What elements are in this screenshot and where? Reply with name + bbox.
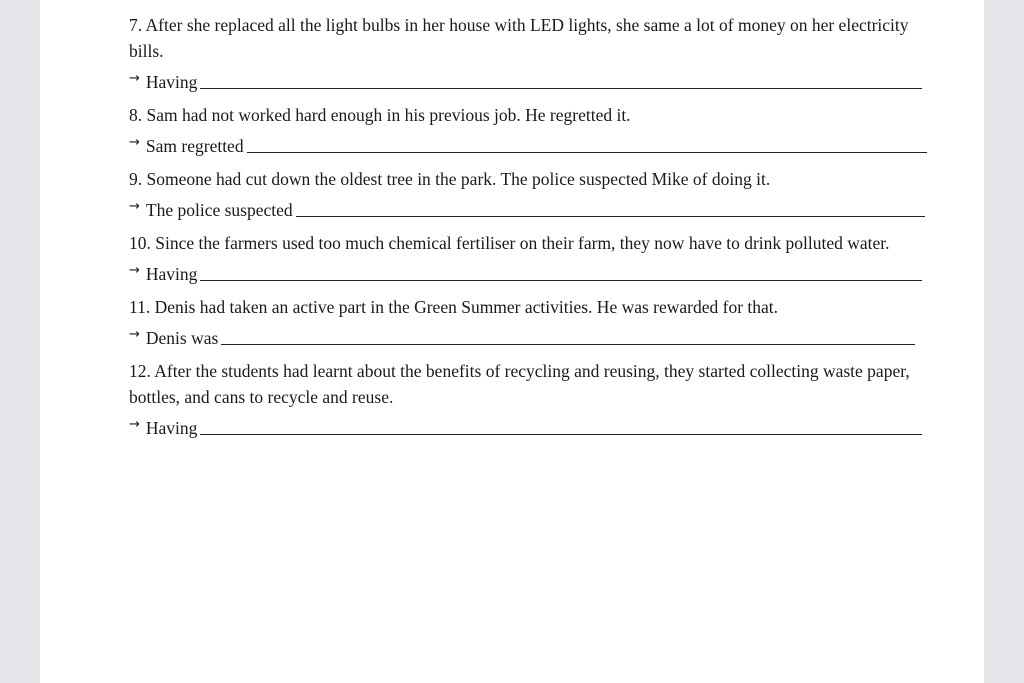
question-text: 7. After she replaced all the light bulbs in her house with LED lights, she same a lot of money on her electricity bills.	[129, 15, 909, 61]
answer-prompt: Sam regretted	[145, 136, 244, 156]
exercise-item-12	[129, 358, 929, 441]
answer-line	[129, 195, 929, 223]
answer-line	[129, 67, 929, 95]
document-page	[40, 0, 984, 683]
answer-blank	[200, 279, 922, 281]
answer-prompt: Having	[145, 264, 198, 284]
question-text: 12. After the students had learnt about the benefits of recycling and reusing, they started collecting waste paper, bottles, and cans to recycle and reuse.	[129, 361, 910, 407]
arrow-icon: →	[129, 327, 140, 342]
answer-prompt: The police suspected	[145, 200, 293, 220]
answer-line	[129, 131, 929, 159]
answer-blank	[200, 87, 922, 89]
question-text: 9. Someone had cut down the oldest tree in the park. The police suspected Mike of doing it.	[129, 169, 771, 189]
arrow-icon: →	[129, 417, 140, 432]
exercise-item-11	[129, 294, 929, 351]
question-text: 11. Denis had taken an active part in the Green Summer activities. He was rewarded for that.	[129, 297, 779, 317]
exercise-item-10	[129, 230, 929, 287]
arrow-icon: →	[129, 263, 140, 278]
answer-blank	[221, 343, 915, 345]
arrow-icon: →	[129, 71, 140, 86]
answer-blank	[200, 433, 922, 435]
answer-blank	[296, 215, 925, 217]
answer-prompt: Denis was	[145, 328, 219, 348]
exercise-item-7	[129, 12, 929, 95]
answer-prompt: Having	[145, 72, 198, 92]
exercise-list	[129, 12, 929, 448]
answer-line	[129, 323, 929, 351]
answer-blank	[247, 151, 927, 153]
answer-prompt: Having	[145, 418, 198, 438]
answer-line	[129, 413, 929, 441]
exercise-item-8	[129, 102, 929, 159]
arrow-icon: →	[129, 135, 140, 150]
answer-line	[129, 259, 929, 287]
question-text: 10. Since the farmers used too much chemical fertiliser on their farm, they now have to drink polluted water.	[129, 233, 890, 253]
exercise-item-9	[129, 166, 929, 223]
arrow-icon: →	[129, 199, 140, 214]
question-text: 8. Sam had not worked hard enough in his previous job. He regretted it.	[129, 105, 631, 125]
